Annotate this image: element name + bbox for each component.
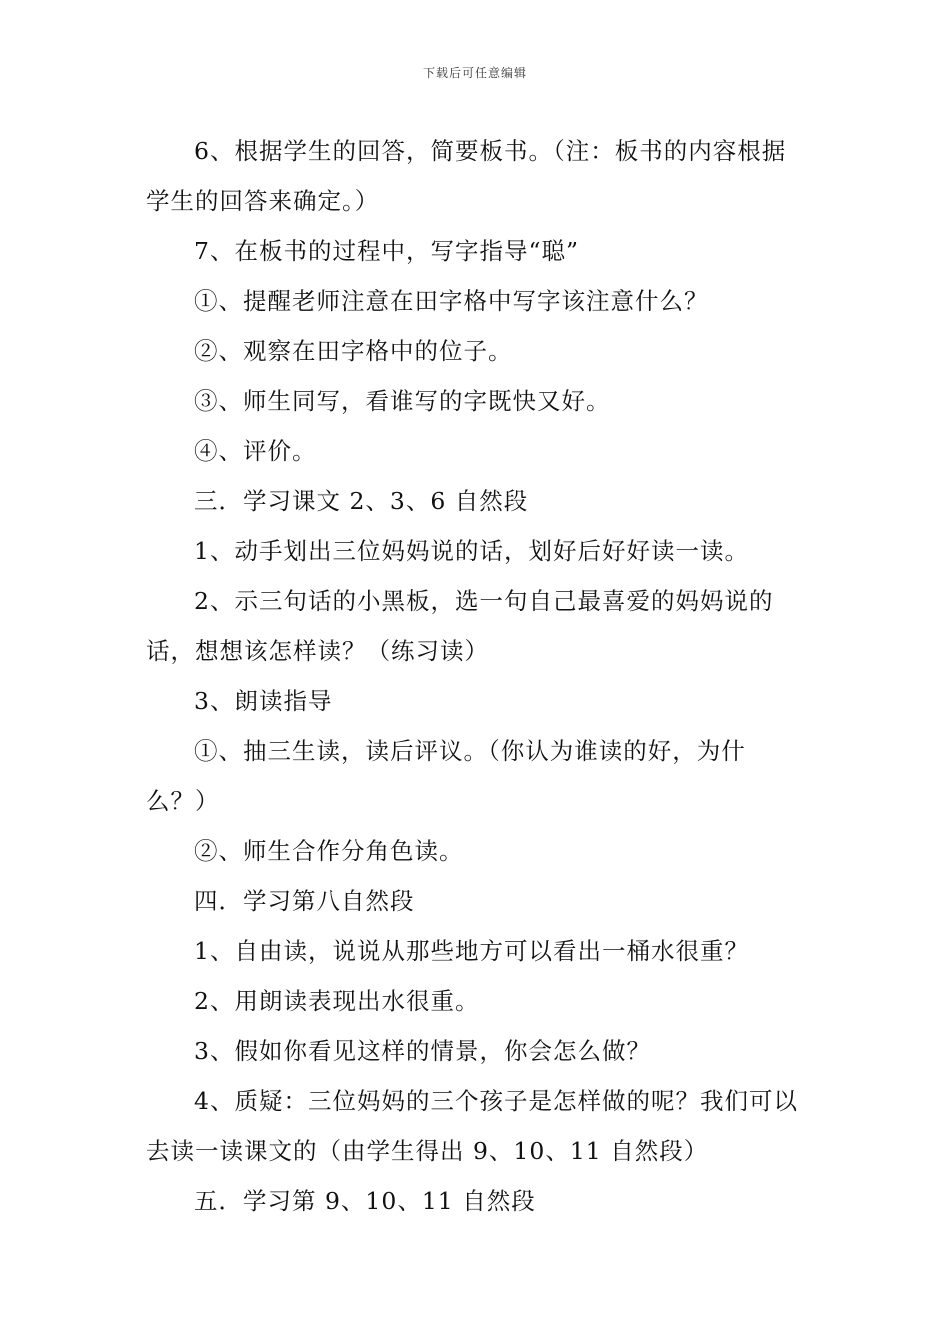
- paragraph: ④、评价。: [194, 437, 317, 465]
- paragraph: ③、师生同写，看谁写的字既快又好。: [194, 387, 611, 415]
- paragraph: ①、抽三生读，读后评议。（你认为谁读的好，为什么？）: [146, 737, 746, 815]
- section-heading: 五．学习第 9、10、11 自然段: [194, 1187, 536, 1215]
- paragraph: 3、假如你看见这样的情景，你会怎么做？: [194, 1037, 651, 1065]
- paragraph: ①、提醒老师注意在田字格中写字该注意什么？: [194, 287, 709, 315]
- paragraph: 1、自由读，说说从那些地方可以看出一桶水很重？: [194, 937, 749, 965]
- paragraph: 4、质疑：三位妈妈的三个孩子是怎样做的呢？我们可以去读一读课文的（由学生得出 9、10、11 自然段）: [146, 1087, 798, 1165]
- paragraph: 6、根据学生的回答，简要板书。（注：板书的内容根据学生的回答来确定。）: [146, 137, 787, 215]
- page-header: 下载后可任意编辑: [422, 66, 527, 80]
- paragraph: 2、示三句话的小黑板，选一句自己最喜爱的妈妈说的话，想想该怎样读？（练习读）: [146, 587, 774, 665]
- section-heading: 三．学习课文 2、3、6 自然段: [194, 487, 529, 515]
- section-heading: 四．学习第八自然段: [194, 887, 415, 915]
- document-body: [146, 126, 806, 1226]
- paragraph: 7、在板书的过程中，写字指导“聪”: [194, 237, 579, 265]
- paragraph: ②、师生合作分角色读。: [194, 837, 464, 865]
- paragraph: 3、朗读指导: [194, 687, 333, 715]
- paragraph: ②、观察在田字格中的位子。: [194, 337, 513, 365]
- paragraph: 2、用朗读表现出水很重。: [194, 987, 480, 1015]
- paragraph: 1、动手划出三位妈妈说的话，划好后好好读一读。: [194, 537, 749, 565]
